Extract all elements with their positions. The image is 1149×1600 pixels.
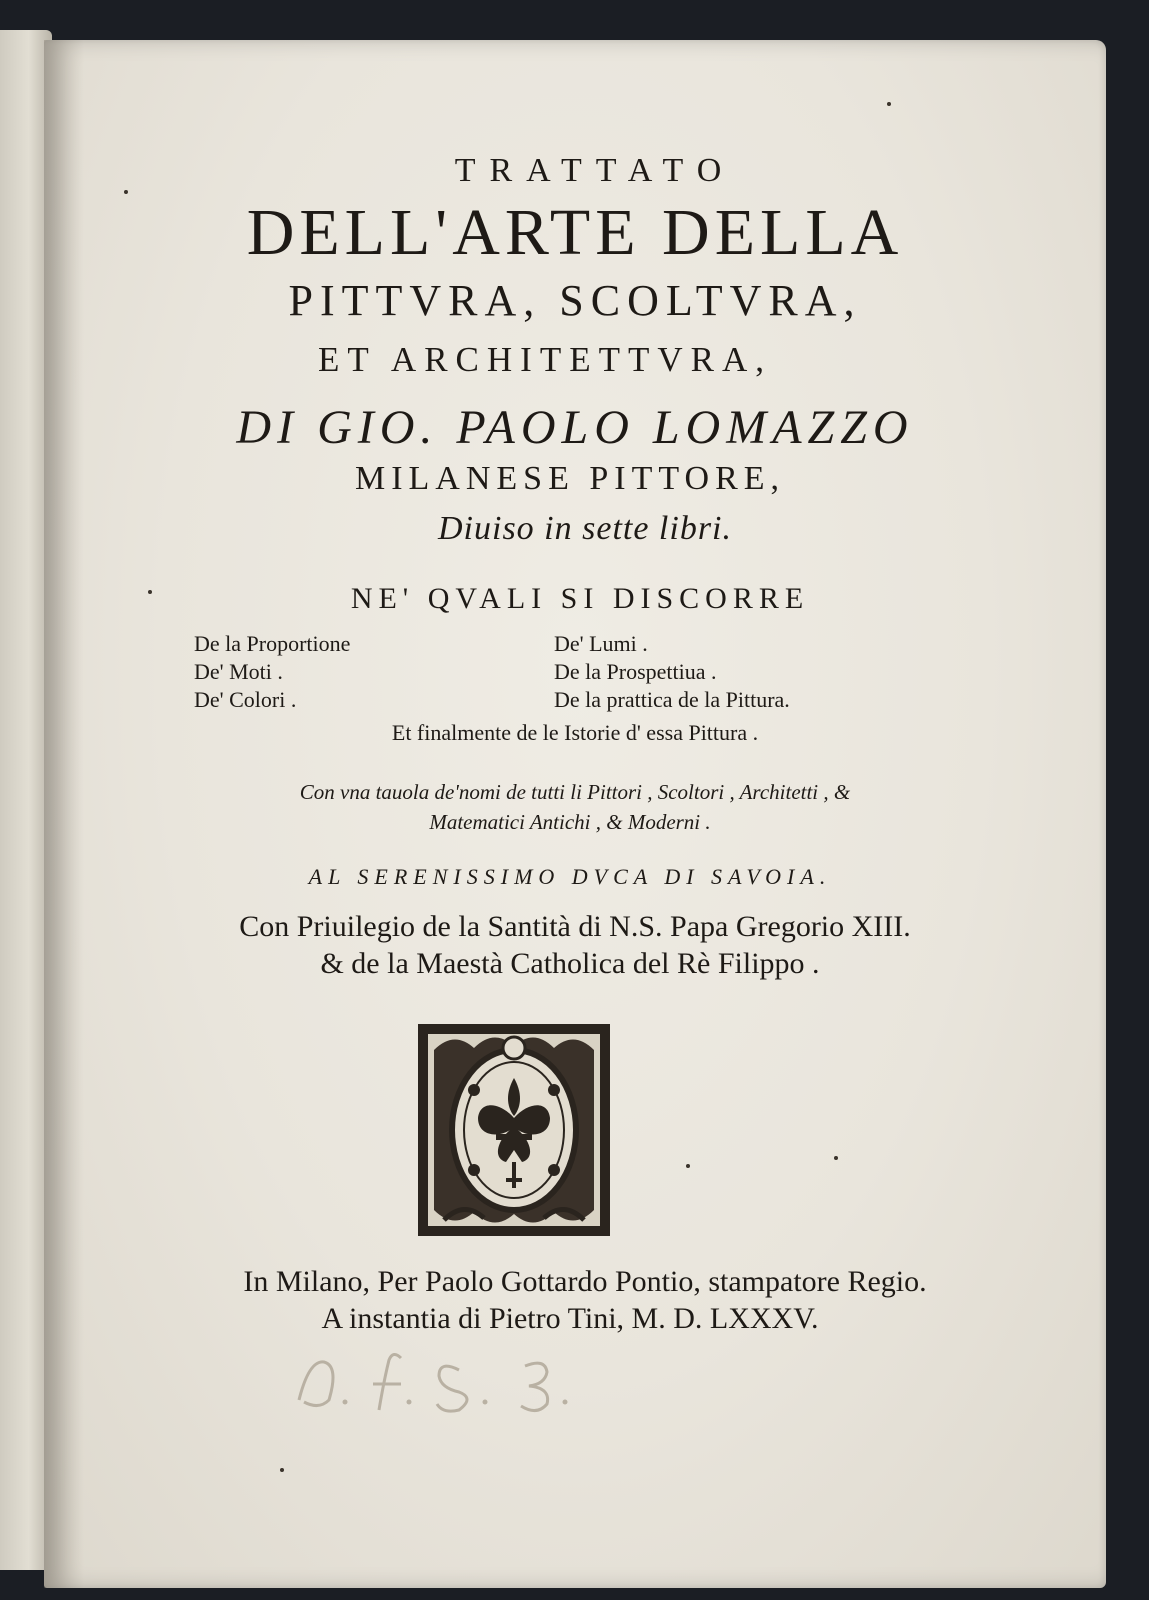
ink-speck (686, 1164, 690, 1168)
author-line: DI GIO. PAOLO LOMAZZO (236, 401, 914, 454)
title-line-2: DELL'ARTE DELLA (246, 196, 904, 269)
topic-item: De la Prospettiua . (554, 659, 717, 684)
topic-item: De la prattica de la Pittura. (554, 687, 790, 712)
subhead-line: NE' QVALI SI DISCORRE (350, 582, 810, 615)
topics-list (194, 630, 914, 714)
printer-device-icon (414, 1020, 614, 1240)
title-line-4: ET ARCHITETTVRA, (317, 340, 772, 379)
dedication-line: AL SERENISSIMO DVCA DI SAVOIA. (308, 864, 832, 889)
title-line-1: TRATTATO (454, 152, 736, 189)
divisions-line: Diuiso in sette libri. (438, 510, 732, 547)
topic-item: De' Colori . (194, 687, 297, 712)
table-line-2: Matematici Antichi , & Moderni . (429, 810, 711, 834)
ink-speck (280, 1468, 284, 1472)
topic-item: De' Lumi . (554, 631, 648, 656)
title-line-3: PITTVRA, SCOLTVRA, (288, 276, 862, 325)
privilege-line-2: & de la Maestà Catholica del Rè Filippo . (320, 947, 820, 980)
imprint-line-2: A instantia di Pietro Tini, M. D. LXXXV. (321, 1302, 819, 1335)
topic-item: De la Proportione (194, 631, 351, 656)
ink-speck (124, 190, 128, 194)
title-page (44, 40, 1106, 1588)
ink-speck (834, 1156, 838, 1160)
ink-speck (887, 102, 891, 106)
topic-item: De' Moti . (194, 659, 283, 684)
handwritten-shelfmark-icon (289, 1340, 629, 1420)
privilege-line-1: Con Priuilegio de la Santità di N.S. Papa Gregorio XIII. (239, 910, 911, 943)
table-line-1: Con vna tauola de'nomi de tutti li Pittori , Scoltori , Architetti , & (299, 780, 851, 804)
imprint-line-1: In Milano, Per Paolo Gottardo Pontio, stampatore Regio. (243, 1265, 927, 1298)
finally-line: Et finalmente de le Istorie d' essa Pittura . (391, 720, 759, 745)
ink-speck (148, 590, 152, 594)
author-origin-line: MILANESE PITTORE, (354, 460, 786, 497)
